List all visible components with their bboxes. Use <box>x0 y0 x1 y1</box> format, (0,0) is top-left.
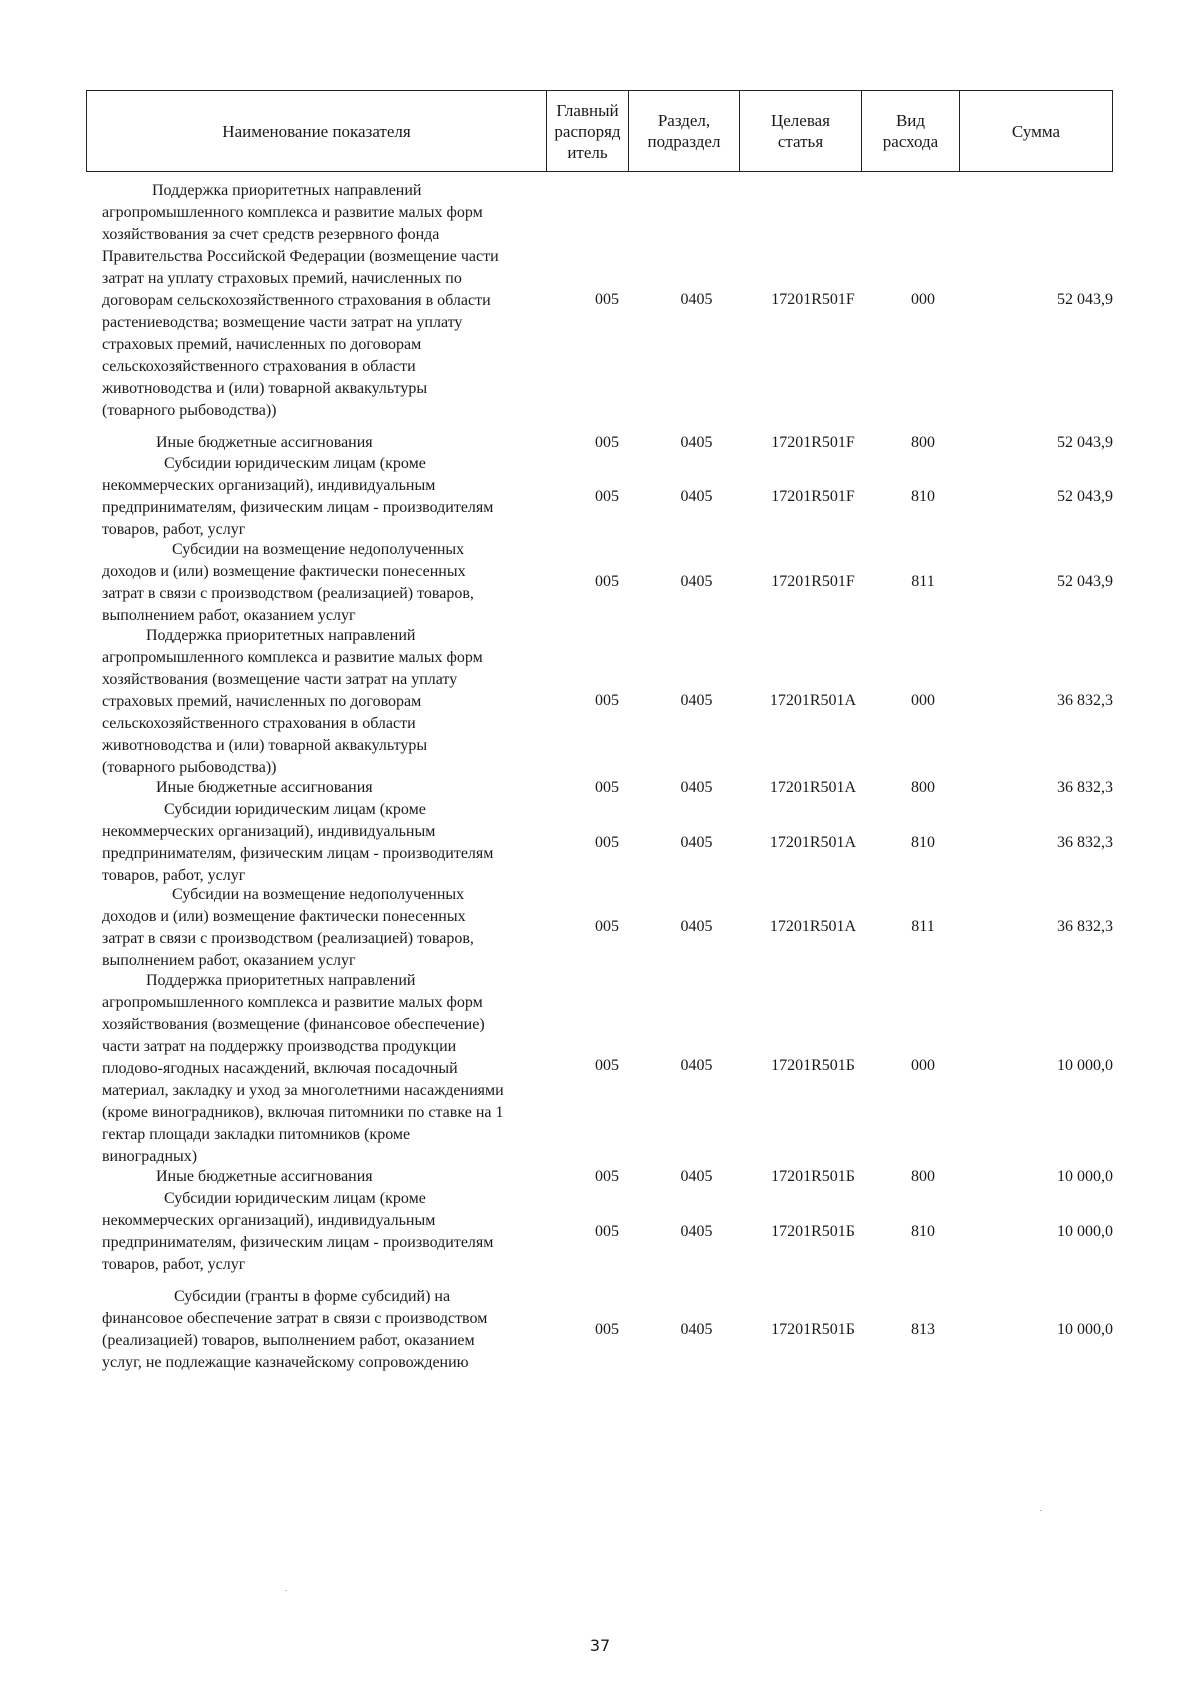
indicator-name-line: некоммерческих организаций), индивидуальным <box>102 823 436 840</box>
indicator-name-line: товаров, работ, услуг <box>102 867 246 884</box>
indicator-name <box>102 539 542 627</box>
indicator-name-line: Иные бюджетные ассигнования <box>156 779 373 796</box>
main-manager-code: 005 <box>595 488 619 505</box>
section-code: 0405 <box>680 1321 713 1338</box>
indicator-name-line: выполнением работ, оказанием услуг <box>102 952 356 969</box>
indicator-name-line: хозяйствования (возмещение части затрат на уплату <box>102 671 458 688</box>
indicator-name-line: предпринимателям, физическим лицам - производителям <box>102 1234 494 1251</box>
indicator-name-line: гектар площади закладки питомников (кроме <box>102 1126 411 1143</box>
amount: 10 000,0 <box>1057 1057 1113 1074</box>
indicator-name <box>102 777 542 799</box>
indicator-name-line: товаров, работ, услуг <box>102 521 246 538</box>
target-item-code: 17201R501Б <box>771 1223 855 1240</box>
expense-type-code: 811 <box>911 918 935 935</box>
main-manager-code: 005 <box>595 918 619 935</box>
indicator-name-line: (товарного рыбоводства)) <box>102 402 277 419</box>
indicator-name-line: сельскохозяйственного страхования в области <box>102 715 416 732</box>
header-expense-type-column: Вид расхода <box>862 91 960 171</box>
amount: 10 000,0 <box>1057 1321 1113 1338</box>
indicator-name <box>102 884 542 972</box>
indicator-name-line: затрат в связи с производством (реализацией) товаров, <box>102 585 474 602</box>
table-header <box>86 90 1113 172</box>
expense-type-code: 800 <box>911 434 935 451</box>
main-manager-code: 005 <box>595 834 619 851</box>
header-target-item-column: Целевая статья <box>740 91 862 171</box>
main-manager-code: 005 <box>595 1223 619 1240</box>
indicator-name-line: услуг, не подлежащие казначейскому сопровождению <box>102 1354 469 1371</box>
header-section-column: Раздел, подраздел <box>629 91 740 171</box>
section-code: 0405 <box>680 434 713 451</box>
main-manager-code: 005 <box>595 434 619 451</box>
main-manager-code: 005 <box>595 692 619 709</box>
target-item-code: 17201R501F <box>771 434 855 451</box>
amount: 52 043,9 <box>1057 291 1113 308</box>
amount: 36 832,3 <box>1057 779 1113 796</box>
indicator-name-line: части затрат на поддержку производства продукции <box>102 1038 457 1055</box>
indicator-name-line: животноводства и (или) товарной аквакультуры <box>102 737 428 754</box>
indicator-name-line: финансовое обеспечение затрат в связи с производством <box>102 1310 488 1327</box>
section-code: 0405 <box>680 918 713 935</box>
expense-type-code: 800 <box>911 779 935 796</box>
indicator-name-line: договорам сельскохозяйственного страхования в области <box>102 292 491 309</box>
section-code: 0405 <box>680 779 713 796</box>
indicator-name-line: агропромышленного комплекса и развитие малых форм <box>102 994 483 1011</box>
indicator-name <box>102 453 542 541</box>
indicator-name <box>102 432 542 454</box>
expense-type-code: 810 <box>911 834 935 851</box>
target-item-code: 17201R501A <box>769 834 857 851</box>
indicator-name-line: хозяйствования за счет средств резервного фонда <box>102 226 440 243</box>
indicator-name-line: доходов и (или) возмещение фактически понесенных <box>102 563 466 580</box>
main-manager-code: 005 <box>595 1321 619 1338</box>
expense-type-code: 810 <box>911 1223 935 1240</box>
indicator-name-line: Иные бюджетные ассигнования <box>156 1168 373 1185</box>
indicator-name-line: Правительства Российской Федерации (возмещение части <box>102 248 499 265</box>
expense-type-code: 000 <box>911 1057 935 1074</box>
header-main-manager-column: Главный распоряд итель <box>547 91 629 171</box>
expense-type-code: 000 <box>911 692 935 709</box>
target-item-code: 17201R501Б <box>771 1168 855 1185</box>
indicator-name-line: растениеводства; возмещение части затрат на уплату <box>102 314 463 331</box>
target-item-code: 17201R501F <box>771 488 855 505</box>
indicator-name-line: некоммерческих организаций), индивидуальным <box>102 1212 436 1229</box>
amount: 10 000,0 <box>1057 1168 1113 1185</box>
indicator-name-line: материал, закладку и уход за многолетними насаждениями <box>102 1082 504 1099</box>
target-item-code: 17201R501F <box>771 573 855 590</box>
indicator-name-line: Поддержка приоритетных направлений <box>152 182 422 199</box>
indicator-name-line: выполнением работ, оказанием услуг <box>102 607 356 624</box>
amount: 52 043,9 <box>1057 573 1113 590</box>
target-item-code: 17201R501F <box>771 291 855 308</box>
amount: 52 043,9 <box>1057 434 1113 451</box>
main-manager-code: 005 <box>595 573 619 590</box>
amount: 36 832,3 <box>1057 692 1113 709</box>
indicator-name-line: виноградных) <box>102 1148 198 1165</box>
main-manager-code: 005 <box>595 291 619 308</box>
target-item-code: 17201R501A <box>769 779 857 796</box>
indicator-name-line: некоммерческих организаций), индивидуальным <box>102 477 436 494</box>
indicator-name-line: Субсидии юридическим лицам (кроме <box>164 801 426 818</box>
indicator-name <box>102 1286 542 1374</box>
section-code: 0405 <box>680 291 713 308</box>
indicator-name-line: Субсидии на возмещение недополученных <box>172 541 465 558</box>
indicator-name-line: сельскохозяйственного страхования в области <box>102 358 416 375</box>
section-code: 0405 <box>680 573 713 590</box>
indicator-name-line: затрат в связи с производством (реализацией) товаров, <box>102 930 474 947</box>
indicator-name-line: Поддержка приоритетных направлений <box>146 627 416 644</box>
section-code: 0405 <box>680 1223 713 1240</box>
expense-type-code: 800 <box>911 1168 935 1185</box>
indicator-name <box>102 1188 542 1276</box>
indicator-name-line: страховых премий, начисленных по договорам <box>102 693 422 710</box>
indicator-name-line: Субсидии (гранты в форме субсидий) на <box>174 1288 451 1305</box>
target-item-code: 17201R501A <box>769 692 857 709</box>
indicator-name-line: (товарного рыбоводства)) <box>102 759 277 776</box>
target-item-code: 17201R501A <box>769 918 857 935</box>
indicator-name <box>102 799 542 887</box>
indicator-name-line: животноводства и (или) товарной аквакультуры <box>102 380 428 397</box>
indicator-name <box>102 970 542 1168</box>
expense-type-code: 813 <box>911 1321 935 1338</box>
indicator-name-line: Поддержка приоритетных направлений <box>146 972 416 989</box>
indicator-name <box>102 180 542 422</box>
section-code: 0405 <box>680 1057 713 1074</box>
scan-speck <box>285 1590 287 1591</box>
indicator-name <box>102 1166 542 1188</box>
indicator-name-line: Иные бюджетные ассигнования <box>156 434 373 451</box>
indicator-name-line: Субсидии юридическим лицам (кроме <box>164 455 426 472</box>
main-manager-code: 005 <box>595 1057 619 1074</box>
indicator-name-line: Субсидии юридическим лицам (кроме <box>164 1190 426 1207</box>
section-code: 0405 <box>680 692 713 709</box>
indicator-name-line: доходов и (или) возмещение фактически понесенных <box>102 908 466 925</box>
indicator-name-line: (кроме виноградников), включая питомники по ставке на 1 <box>102 1104 504 1121</box>
indicator-name-line: страховых премий, начисленных по договорам <box>102 336 422 353</box>
indicator-name-line: хозяйствования (возмещение (финансовое обеспечение) <box>102 1016 485 1033</box>
indicator-name-line: Субсидии на возмещение недополученных <box>172 886 465 903</box>
page-number: 37 <box>589 1636 611 1655</box>
scan-speck <box>1040 1510 1042 1511</box>
target-item-code: 17201R501Б <box>771 1057 855 1074</box>
main-manager-code: 005 <box>595 1168 619 1185</box>
indicator-name-line: агропромышленного комплекса и развитие малых форм <box>102 204 483 221</box>
section-code: 0405 <box>680 1168 713 1185</box>
expense-type-code: 810 <box>911 488 935 505</box>
amount: 10 000,0 <box>1057 1223 1113 1240</box>
section-code: 0405 <box>680 834 713 851</box>
indicator-name-line: плодово-ягодных насаждений, включая посадочный <box>102 1060 458 1077</box>
indicator-name-line: агропромышленного комплекса и развитие малых форм <box>102 649 483 666</box>
indicator-name-line: предпринимателям, физическим лицам - производителям <box>102 845 494 862</box>
header-sum-column: Сумма <box>1011 121 1061 141</box>
indicator-name-line: (реализацией) товаров, выполнением работ, оказанием <box>102 1332 475 1349</box>
section-code: 0405 <box>680 488 713 505</box>
indicator-name-line: товаров, работ, услуг <box>102 1256 246 1273</box>
main-manager-code: 005 <box>595 779 619 796</box>
amount: 36 832,3 <box>1057 918 1113 935</box>
header-name-column: Наименование показателя <box>87 91 547 171</box>
indicator-name-line: предпринимателям, физическим лицам - производителям <box>102 499 494 516</box>
amount: 52 043,9 <box>1057 488 1113 505</box>
indicator-name <box>102 625 542 779</box>
indicator-name-line: затрат на уплату страховых премий, начисленных по <box>102 270 462 287</box>
expense-type-code: 811 <box>911 573 935 590</box>
target-item-code: 17201R501Б <box>771 1321 855 1338</box>
amount: 36 832,3 <box>1057 834 1113 851</box>
expense-type-code: 000 <box>911 291 935 308</box>
